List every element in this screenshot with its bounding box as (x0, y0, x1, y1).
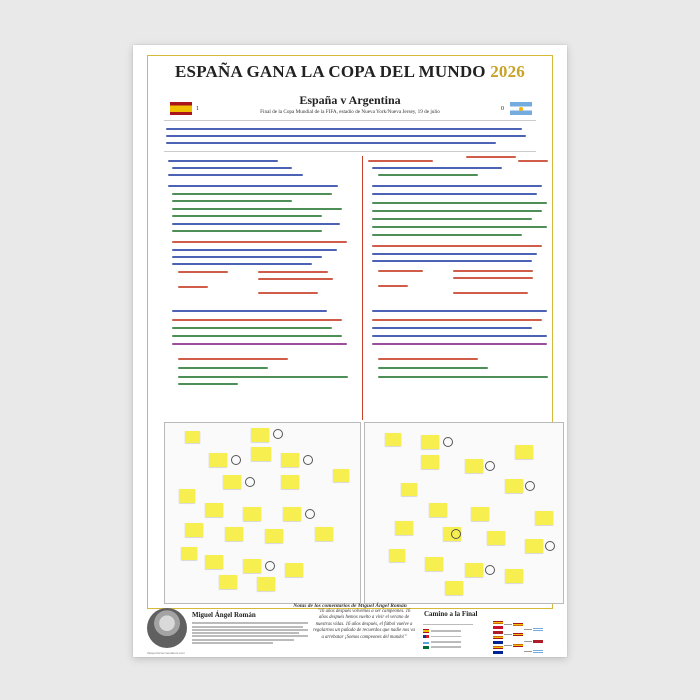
author-bio (192, 621, 308, 645)
header-divider (164, 120, 536, 121)
score-home: 1 (196, 106, 199, 112)
poster-title-text: ESPAÑA GANA LA COPA DEL MUNDO (175, 62, 486, 81)
tactics-board-spain (164, 422, 361, 604)
tactics-board-argentina (364, 422, 564, 604)
match-title: España v Argentina (299, 93, 401, 107)
commemorative-poster (133, 45, 567, 657)
group-table (423, 622, 487, 650)
argentina-flag-icon (510, 102, 532, 115)
score-away: 0 (501, 106, 504, 112)
author-photo (147, 608, 187, 648)
notes-caption: Notas de los comentarios de Miguel Ángel Román (293, 603, 407, 609)
champion-quote: "16 años después volvemos a ser campeones. 16 años después hemos vuelto a vivir el verano de nuestras vidas. 16 años después, el fútbol vuelve a regalarnos un puñado de recuerdos que nadie nos va a arrebatar ¡Somos campeones del mundo!" (313, 609, 415, 640)
notes-divider (164, 151, 536, 152)
knockout-bracket (489, 620, 553, 656)
poster-title (148, 62, 552, 82)
column-divider (362, 156, 363, 420)
road-to-final-title: Camino a la Final (424, 610, 478, 618)
match-subtitle: Final de la Copa Mundial de la FIFA, estadio de Nueva York/Nueva Jersey, 19 de julio (260, 109, 440, 115)
author-name: Miguel Ángel Román (192, 611, 256, 619)
author-website: thesportscommentators.com (147, 651, 185, 655)
poster-year: 2026 (490, 62, 525, 81)
poster-frame (147, 55, 553, 609)
